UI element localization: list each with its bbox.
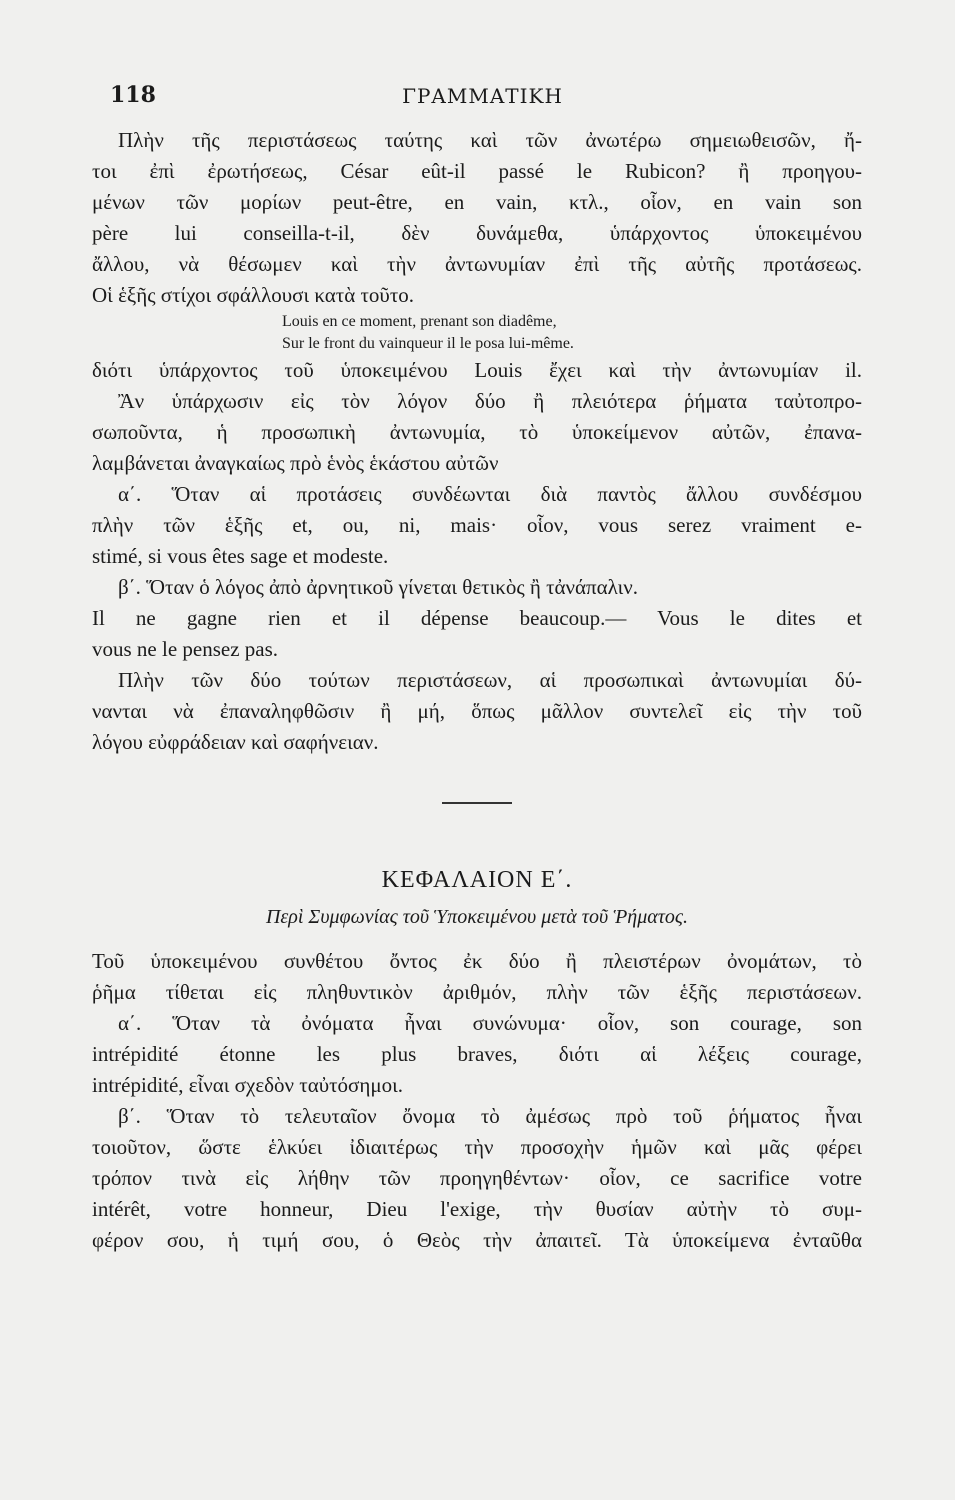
text-line: φέρον σου, ἡ τιμή σου, ὁ Θεὸς τὴν ἀπαιτεῖ. Τὰ ὑποκείμενα ἐνταῦθα bbox=[92, 1228, 862, 1252]
running-title: ΓΡΑΜΜΑΤΙΚΗ bbox=[402, 84, 563, 108]
text-line: Il ne gagne rien et il dépense beaucoup.— Vous le dites et bbox=[92, 606, 862, 630]
text-line: Πλὴν τῶν δύο τούτων περιστάσεων, αἱ προσωπικαὶ ἀντωνυμίαι δύ- bbox=[118, 668, 862, 692]
text-line: β΄. Ὅταν τὸ τελευταῖον ὄνομα τὸ ἀμέσως πρὸ τοῦ ῥήματος ἦναι bbox=[118, 1104, 862, 1128]
text-line: λόγου εὐφράδειαν καὶ σαφήνειαν. bbox=[92, 730, 379, 754]
text-line: intrépidité étonne les plus braves, διότι αἱ λέξεις courage, bbox=[92, 1042, 862, 1066]
text-line: Πλὴν τῆς περιστάσεως ταύτης καὶ τῶν ἀνωτέρω σημειωθεισῶν, ἤ- bbox=[118, 128, 862, 152]
chapter-title: ΚΕΦΑΛΑΙΟΝ Ε΄. bbox=[381, 867, 573, 893]
text-line: τοι ἐπὶ ἐρωτήσεως, César eût-il passé le Rubicon? ἢ προηγου- bbox=[92, 159, 862, 183]
text-line: ῥῆμα τίθεται εἰς πληθυντικὸν ἀριθμόν, πλὴν τῶν ἑξῆς περιστάσεων. bbox=[92, 980, 862, 1004]
text-line: Τοῦ ὑποκειμένου συνθέτου ὄντος ἐκ δύο ἢ πλειστέρων ὀνομάτων, τὸ bbox=[92, 949, 862, 973]
text-line: stimé, si vous êtes sage et modeste. bbox=[92, 544, 389, 568]
text-line: τρόπον τινὰ εἰς λήθην τῶν προηγηθέντων· οἷον, ce sacrifice votre bbox=[92, 1166, 862, 1190]
text-line: σωποῦντα, ἡ προσωπικὴ ἀντωνυμία, τὸ ὑποκείμενον αὐτῶν, ἐπανα- bbox=[92, 420, 862, 444]
text-line: διότι ὑπάρχοντος τοῦ ὑποκειμένου Louis ἔχει καὶ τὴν ἀντωνυμίαν il. bbox=[92, 358, 862, 382]
text-line: πλὴν τῶν ἑξῆς et, ou, ni, mais· οἷον, vous serez vraiment e- bbox=[92, 513, 862, 537]
text-line: Ἂν ὑπάρχωσιν εἰς τὸν λόγον δύο ἢ πλειότερα ῥήματα ταὐτοπρο- bbox=[118, 389, 862, 413]
text-line: λαμβάνεται ἀναγκαίως πρὸ ἑνὸς ἑκάστου αὐτῶν bbox=[92, 451, 499, 475]
page-number: 118 bbox=[110, 82, 156, 108]
verse-line: Sur le front du vainqueur il le posa lui-même. bbox=[282, 335, 574, 352]
text-line: νανται νὰ ἐπαναληφθῶσιν ἢ μή, ὅπως μᾶλλον συντελεῖ εἰς τὴν τοῦ bbox=[92, 699, 862, 723]
text-line: intrépidité, εἶναι σχεδὸν ταὐτόσημοι. bbox=[92, 1073, 404, 1097]
section-divider bbox=[442, 802, 512, 804]
text-line: ἄλλου, νὰ θέσωμεν καὶ τὴν ἀντωνυμίαν ἐπὶ τῆς αὐτῆς προτάσεως. bbox=[92, 252, 862, 276]
text-line: père lui conseilla-t-il, δὲν δυνάμεθα, ὑπάρχοντος ὑποκειμένου bbox=[92, 221, 862, 245]
verse-line: Louis en ce moment, prenant son diadême, bbox=[282, 313, 557, 330]
page-body bbox=[92, 125, 862, 1256]
page-header bbox=[110, 82, 855, 118]
text-line: β΄. Ὅταν ὁ λόγος ἀπὸ ἀρνητικοῦ γίνεται θετικὸς ἢ τἀνάπαλιν. bbox=[118, 575, 638, 599]
text-line: α΄. Ὅταν αἱ προτάσεις συνδέωνται διὰ παντὸς ἄλλου συνδέσμου bbox=[118, 482, 862, 506]
text-line: Οἱ ἑξῆς στίχοι σφάλλουσι κατὰ τοῦτο. bbox=[92, 283, 415, 307]
text-line: α΄. Ὅταν τὰ ὀνόματα ἦναι συνώνυμα· οἷον, son courage, son bbox=[118, 1011, 862, 1035]
chapter-subtitle: Περὶ Συμφωνίας τοῦ Ὑποκειμένου μετὰ τοῦ Ῥήματος. bbox=[265, 906, 689, 928]
text-line: τοιοῦτον, ὥστε ἑλκύει ἰδιαιτέρως τὴν προσοχὴν ἡμῶν καὶ μᾶς φέρει bbox=[92, 1135, 862, 1159]
text-line: vous ne le pensez pas. bbox=[92, 637, 279, 661]
text-line: intérêt, votre honneur, Dieu l'exige, τὴν θυσίαν αὐτὴν τὸ συμ- bbox=[92, 1197, 862, 1221]
text-line: μένων τῶν μορίων peut-être, en vain, κτλ., οἷον, en vain son bbox=[92, 190, 862, 214]
